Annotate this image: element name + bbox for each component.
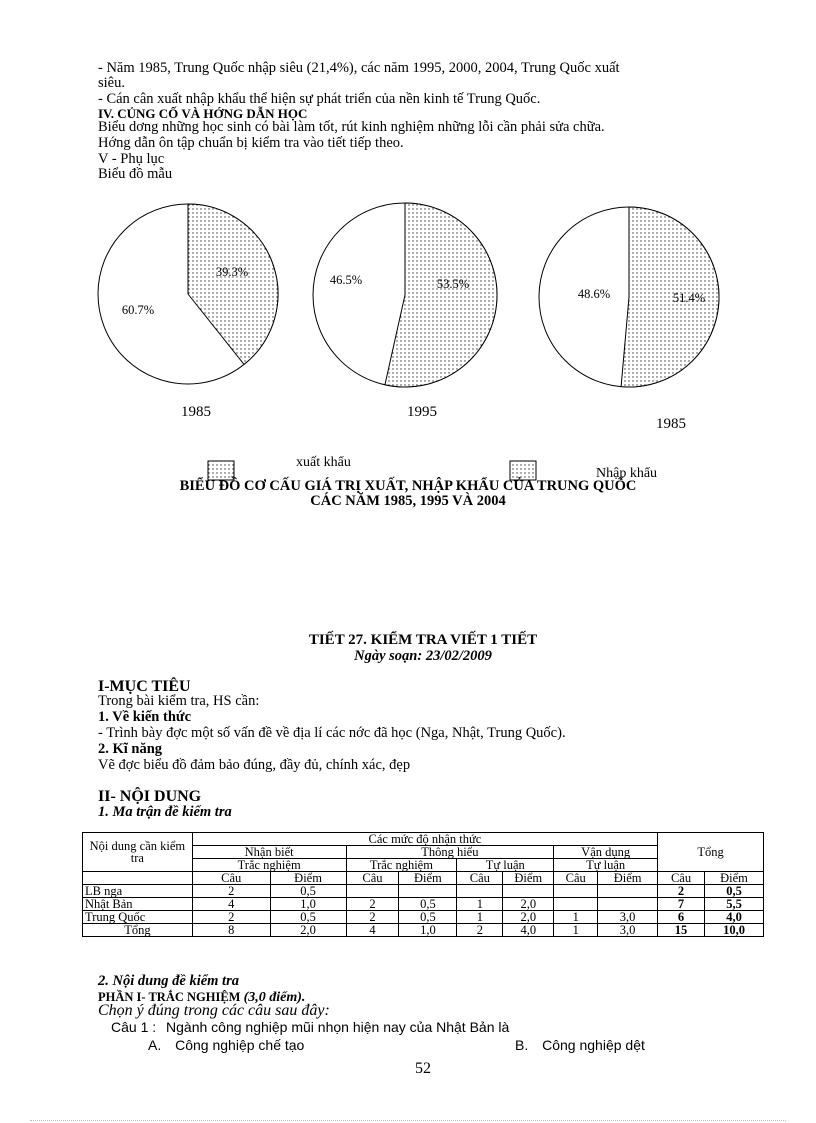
table-cell: [554, 885, 598, 898]
table-cell: 4: [192, 898, 270, 911]
col-diem: Điểm: [598, 872, 658, 885]
table-cell: 1: [554, 924, 598, 937]
text-line: - Trình bày đợc một số vấn đề về địa lí các nớc đã học (Nga, Nhật, Trung Quốc).: [98, 725, 566, 741]
subheading: 1. Ma trận đề kiểm tra: [98, 804, 232, 820]
table-cell: 6: [658, 911, 705, 924]
year-label: 1985: [656, 416, 686, 432]
text-line: Biểu dơng những học sinh có bài làm tốt, rút kinh nghiệm những lỗi cần phải sửa chữa.: [98, 119, 605, 135]
table-cell: 3,0: [598, 911, 658, 924]
table-cell: 2: [192, 911, 270, 924]
col-diem: Điểm: [705, 872, 764, 885]
col-cau: Câu: [346, 872, 399, 885]
question-text: Ngành công nghiệp mũi nhọn hiện nay của Nhật Bản là: [166, 1019, 510, 1035]
matrix-table: [82, 832, 764, 937]
row-label: LB nga: [83, 885, 193, 898]
lesson-date: Ngày soạn: 23/02/2009: [354, 648, 492, 664]
header-level: Thông hiểu: [346, 846, 554, 859]
text-line: Hớng dẫn ôn tập chuẩn bị kiểm tra vào tiết tiếp theo.: [98, 135, 404, 151]
option-text: Công nghiệp chế tạo: [175, 1037, 305, 1053]
row-label: Trung Quốc: [83, 911, 193, 924]
table-cell: 1,0: [399, 924, 457, 937]
table-cell: 2,0: [503, 911, 554, 924]
header-total: Tổng: [658, 833, 764, 872]
row-label: Tổng: [83, 924, 193, 937]
option-text: Công nghiệp dệt: [542, 1037, 645, 1053]
pie-chart: [0, 180, 816, 520]
section-heading: V - Phụ lục: [98, 151, 165, 167]
question: [111, 1019, 509, 1035]
table-cell: 2: [346, 911, 399, 924]
slice-label: 60.7%: [121, 303, 155, 317]
table-cell: [346, 885, 399, 898]
lesson-title: TIẾT 27. KIỂM TRA VIẾT 1 TIẾT: [308, 632, 538, 648]
col-diem: Điểm: [503, 872, 554, 885]
part-label: PHẦN I- TRẮC NGHIỆM: [98, 990, 241, 1004]
table-cell: [457, 885, 503, 898]
table-cell: 2: [192, 885, 270, 898]
row-label: Nhật Bản: [83, 898, 193, 911]
chart-title: BIỂU ĐỒ CƠ CẤU GIÁ TRỊ XUẤT, NHẬP KHẨU CỦA TRUNG QUỐC: [179, 478, 637, 494]
header-level: Nhận biết: [192, 846, 346, 859]
table-cell: 2,0: [270, 924, 346, 937]
question-label: Câu 1 :: [111, 1019, 157, 1035]
col-diem: Điểm: [399, 872, 457, 885]
table-cell: 15: [658, 924, 705, 937]
table-cell: [399, 885, 457, 898]
text-line: - Năm 1985, Trung Quốc nhập siêu (21,4%), các năm 1995, 2000, 2004, Trung Quốc xuất: [98, 60, 620, 76]
subheading: 1. Về kiến thức: [98, 709, 192, 725]
header-type: Tự luận: [554, 859, 658, 872]
section-heading: I-MỤC TIÊU: [98, 678, 191, 695]
table-cell: 1: [457, 911, 503, 924]
header-content: Nội dung cần kiểm tra: [83, 833, 193, 872]
option-a: [148, 1037, 304, 1053]
legend-label-import: Nhập khẩu: [596, 466, 658, 481]
header-type: Trắc nghiệm: [346, 859, 457, 872]
table-cell: 5,5: [705, 898, 764, 911]
section-heading: II- NỘI DUNG: [98, 788, 202, 805]
table-cell: 2: [457, 924, 503, 937]
table-cell: 8: [192, 924, 270, 937]
table-cell: 4,0: [503, 924, 554, 937]
text-line: Biểu đồ mẫu: [98, 166, 173, 182]
slice-label: 51.4%: [672, 291, 706, 305]
table-cell: 2: [346, 898, 399, 911]
col-diem: Điểm: [270, 872, 346, 885]
option-b: [515, 1037, 645, 1053]
table-row: [83, 924, 764, 937]
header-type: Trắc nghiệm: [192, 859, 346, 872]
col-cau: Câu: [554, 872, 598, 885]
table-cell: 3,0: [598, 924, 658, 937]
table-row: [83, 898, 764, 911]
slice-label: 39.3%: [215, 265, 249, 279]
text-line: siêu.: [98, 75, 125, 91]
table-cell: [503, 885, 554, 898]
part-points: (3,0 điểm).: [243, 990, 306, 1005]
table-cell: 10,0: [705, 924, 764, 937]
table-cell: 0,5: [399, 898, 457, 911]
text-line: Trong bài kiểm tra, HS cần:: [98, 693, 260, 709]
table-cell: 0,5: [399, 911, 457, 924]
section-heading: IV. CỦNG CỐ VÀ HỚNG DẪN HỌC: [98, 106, 308, 121]
legend-label-export: xuất khẩu: [296, 455, 351, 470]
slice-label: 46.5%: [329, 273, 363, 287]
table-cell: 4: [346, 924, 399, 937]
page-edge: [30, 1120, 786, 1121]
subheading: 2. Nội dung đề kiểm tra: [98, 973, 239, 989]
table-cell: 2: [658, 885, 705, 898]
table-cell: [598, 885, 658, 898]
table-cell: 7: [658, 898, 705, 911]
col-cau: Câu: [457, 872, 503, 885]
table-cell: [598, 898, 658, 911]
header-levels: Các mức độ nhận thức: [192, 833, 657, 846]
table-cell: 0,5: [705, 885, 764, 898]
table-row: [83, 911, 764, 924]
option-label: A.: [148, 1037, 162, 1053]
table-cell: 4,0: [705, 911, 764, 924]
col-cau: Câu: [192, 872, 270, 885]
table-cell: 0,5: [270, 885, 346, 898]
table-cell: [554, 898, 598, 911]
text-line: - Cán cân xuất nhập khẩu thể hiện sự phát triển của nền kinh tế Trung Quốc.: [98, 91, 541, 107]
slice-label: 53.5%: [436, 277, 470, 291]
table-cell: 1: [554, 911, 598, 924]
subheading: 2. Kĩ năng: [98, 741, 163, 757]
table-cell: 0,5: [270, 911, 346, 924]
table-cell: 1: [457, 898, 503, 911]
year-label: 1995: [407, 404, 437, 420]
text-line: Vẽ đợc biểu đồ đảm bảo đúng, đầy đủ, chính xác, đẹp: [98, 757, 411, 773]
table-cell: 2,0: [503, 898, 554, 911]
table-cell: 1,0: [270, 898, 346, 911]
table-row: [83, 885, 764, 898]
slice-label: 48.6%: [577, 287, 611, 301]
page-number: 52: [415, 1060, 431, 1077]
chart-title: CÁC NĂM 1985, 1995 VÀ 2004: [310, 493, 506, 509]
option-label: B.: [515, 1037, 529, 1053]
instruction: Chọn ý đúng trong các câu sau đây:: [98, 1002, 330, 1019]
header-type: Tự luận: [457, 859, 554, 872]
year-label: 1985: [181, 404, 211, 420]
col-cau: Câu: [658, 872, 705, 885]
header-level: Vận dụng: [554, 846, 658, 859]
